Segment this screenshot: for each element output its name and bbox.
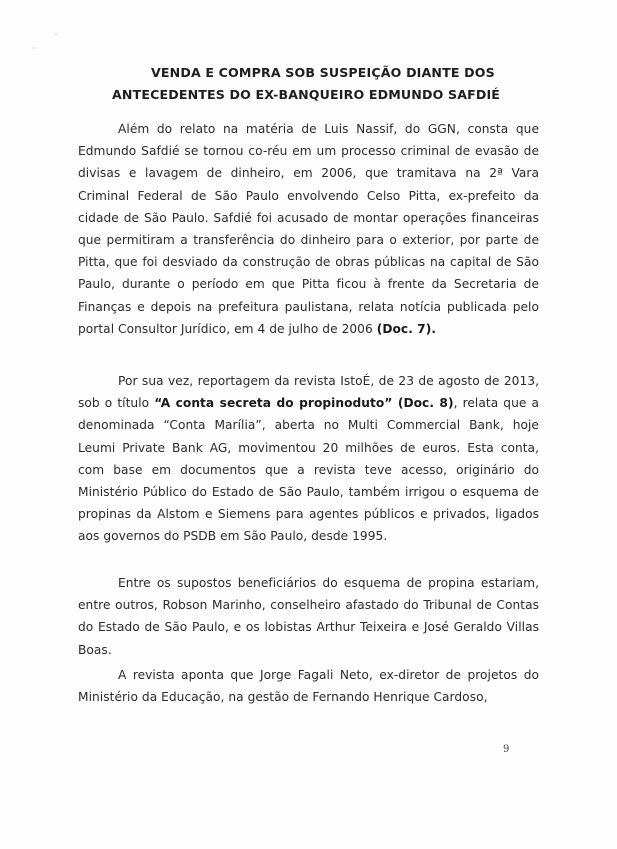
- paragraph-2: [78, 370, 539, 548]
- document-title: [78, 62, 540, 106]
- paragraph-text: Entre os supostos beneficiários do esquema de propina estariam, entre outros, Robson Marinho, conselheiro afastado do Tribunal de Contas do Estado de São Paulo, e os lobistas Arthur Teixeira e José Geraldo Villas Boas.: [78, 576, 539, 657]
- paragraph-text: , relata que a denominada “Conta Marília”, aberta no Multi Commercial Bank, hoje Leumi Private Bank AG, movimentou 20 milhões de euros. Esta conta, com base em documentos que a revista teve acesso, originário do Ministério Público do Estado de São Paulo, também irrigou o esquema de propinas da Alstom e Siemens para agentes públicos e privados, ligados aos governos do PSDB em São Paulo, desde 1995.: [78, 396, 539, 544]
- paragraph-text: A revista aponta que Jorge Fagali Neto, ex-diretor de projetos do Ministério da Educação, na gestão de Fernando Henrique Cardoso,: [78, 668, 539, 705]
- doc-reference: (Doc. 7).: [376, 321, 437, 336]
- title-line-1: VENDA E COMPRA SOB SUSPEIÇÃO DIANTE DOS: [151, 65, 495, 80]
- paragraph-4: [78, 664, 539, 708]
- paragraph-text: Por sua vez, reportagem da revista IstoÉ, de 23 de agosto de 2013, sob o título: [78, 374, 539, 411]
- paragraph-3: [78, 572, 539, 661]
- article-title-reference: “A conta secreta do propinoduto” (Doc. 8): [154, 396, 454, 411]
- paragraph-1: [78, 118, 539, 340]
- title-line-2: ANTECEDENTES DO EX-BANQUEIRO EDMUNDO SAFDIÉ: [112, 87, 501, 102]
- scan-speck: [55, 33, 57, 35]
- page-number: 9: [503, 744, 510, 755]
- scan-speck: [33, 47, 35, 49]
- paragraph-text: Além do relato na matéria de Luis Nassif, do GGN, consta que Edmundo Safdié se tornou co-réu em um processo criminal de evasão de divisas e lavagem de dinheiro, em 2006, que tramitava na 2ª Vara Criminal Federal de São Paulo envolvendo Celso Pitta, ex-prefeito da cidade de São Paulo. Safdié foi acusado de montar operações financeiras que permitiram a transferência do dinheiro para o exterior, por parte de Pitta, que foi desviado da construção de obras públicas na capital de São Paulo, durante o período em que Pitta ficou à frente da Secretaria de Finanças e depois na prefeitura paulistana, relata notícia publicada pelo portal Consultor Jurídico, em 4 de julho de 2006: [78, 122, 539, 336]
